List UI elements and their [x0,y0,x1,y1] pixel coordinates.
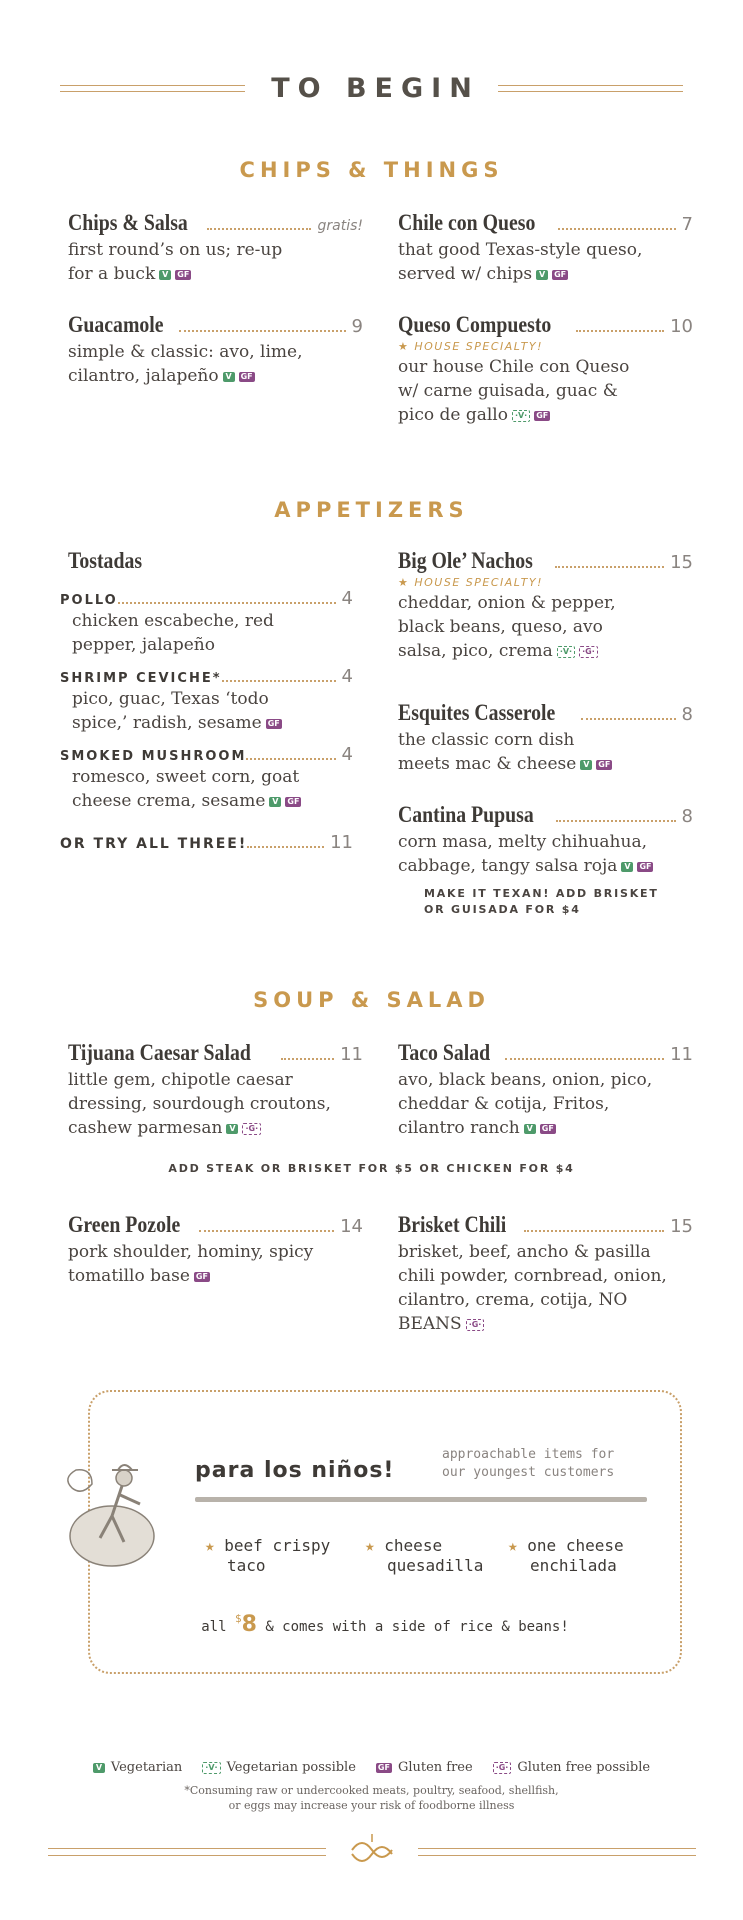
item-price: 9 [351,316,363,337]
vegetarian-possible-badge: ·V· [512,410,530,422]
gluten-free-badge: GF [639,861,652,871]
menu-item-cantina-pupusa [398,802,693,918]
menu-item-chips-salsa [68,210,363,286]
leader-dots [118,602,336,604]
brand-logo-icon [342,1830,402,1872]
leader-dots [555,566,664,568]
gluten-free-badge: GF [240,371,253,381]
leader-dots [247,846,324,848]
vegetarian-badge: V [621,862,633,872]
star-icon: ★ [205,1536,215,1555]
header-rule-left [60,85,245,92]
item-description: little gem, chipotle caesar dressing, sourdough croutons, cashew parmesan V ·G· [68,1070,331,1138]
menu-item-tijuana-caesar-salad [68,1040,363,1140]
kids-item: ★ one cheese enchilada [508,1536,624,1575]
gluten-free-badge: GF [195,1271,208,1281]
item-description: avo, black beans, onion, pico, cheddar & cotija, Fritos, cilantro ranch V GF [398,1070,653,1138]
item-description: pork shoulder, hominy, spicy tomatillo base GF [68,1242,314,1286]
menu-item-tostadas [68,548,363,574]
item-name: Chile con Queso [398,210,536,235]
menu-item-green-pozole [68,1212,363,1288]
sub-item-name: POLLO [60,593,118,608]
vegetarian-badge: V [524,1124,536,1134]
item-price: 14 [340,1216,363,1237]
leader-dots [558,228,676,230]
leader-dots [179,330,345,332]
vegetarian-badge: V [580,760,592,770]
item-price: 10 [670,316,693,337]
section-title-chips: CHIPS & THINGS [239,158,504,182]
section-title-soup-salad: SOUP & SALAD [253,988,490,1012]
item-price: 15 [670,1216,693,1237]
item-price: 4 [341,588,353,609]
leader-dots [281,1058,335,1060]
item-price: 11 [330,832,353,853]
leader-dots [222,680,336,682]
kids-price-line: all $8 & comes with a side of rice & beans! [201,1612,569,1637]
sub-item-name: SHRIMP CEVICHE* [60,671,222,686]
gluten-free-possible-badge: ·G· [579,646,598,658]
gluten-free-badge: GF [541,1123,554,1133]
vegetarian-badge: V [226,1124,238,1134]
item-price: 4 [341,744,353,765]
tostada-pollo [60,588,353,657]
menu-item-esquites-casserole [398,700,693,776]
vegetarian-badge: V [269,797,281,807]
header-rule-right [498,85,683,92]
soup-salad-addon-note: ADD STEAK OR BRISKET FOR $5 OR CHICKEN FOR $4 [168,1162,575,1175]
gluten-free-badge: GF [177,269,190,279]
item-description: romesco, sweet corn, goat cheese crema, sesame V GF [72,767,300,811]
legend-vegetarian-possible: ·V· Vegetarian possible [202,1760,356,1775]
item-description: cheddar, onion & pepper, black beans, queso, avo salsa, pico, crema ·V· ·G· [398,593,616,661]
kids-menu-tagline: approachable items for our youngest customers [442,1447,615,1480]
item-price: 11 [340,1044,363,1065]
page-header [0,68,743,108]
item-name: Tostadas [68,548,143,573]
menu-item-queso-compuesto [398,312,693,427]
gluten-free-badge: GF [267,718,280,728]
item-name: Taco Salad [398,1040,491,1065]
vegetarian-possible-badge: ·V· [557,646,575,658]
vegetarian-badge: V [536,270,548,280]
kids-title-rule [195,1497,647,1502]
item-price: 8 [681,704,693,725]
sub-item-name: SMOKED MUSHROOM [60,749,247,764]
leader-dots [524,1230,664,1232]
item-description: our house Chile con Queso w/ carne guisada, guac & pico de gallo ·V· GF [398,357,630,425]
leader-dots [199,1230,335,1232]
item-price: 11 [670,1044,693,1065]
menu-item-chile-con-queso [398,210,693,286]
item-name: Guacamole [68,312,164,337]
item-name: Esquites Casserole [398,700,556,725]
dietary-legend [0,1760,743,1775]
house-specialty-label: ★ HOUSE SPECIALTY! [398,340,544,353]
item-description: first round’s on us; re-up for a buck V GF [68,240,283,284]
legend-gluten-free-possible: ·G· Gluten free possible [493,1760,650,1775]
addon-note: MAKE IT TEXAN! ADD BRISKET OR GUISADA FOR $4 [424,887,659,916]
leader-dots [246,758,335,760]
item-description: that good Texas-style queso, served w/ chips V GF [398,240,643,284]
item-price: 8 [681,806,693,827]
item-name: Tijuana Caesar Salad [68,1040,251,1065]
kids-menu-title: para los niños! [195,1458,395,1483]
vegetarian-badge: V [159,270,171,280]
item-name: Brisket Chili [398,1212,507,1237]
item-description: brisket, beef, ancho & pasilla chili powder, cornbread, onion, cilantro, crema, cotija, NO BEANS ·G· [398,1242,667,1334]
kids-price: 8 [241,1612,257,1637]
sub-item-name: OR TRY ALL THREE! [60,836,248,852]
item-description: simple & classic: avo, lime, cilantro, jalapeño V GF [68,342,303,386]
menu-item-big-ole-nachos [398,548,693,663]
house-specialty-label: ★ HOUSE SPECIALTY! [398,576,544,589]
item-description: pico, guac, Texas ‘todo spice,’ radish, sesame GF [72,689,280,733]
menu-item-taco-salad [398,1040,693,1140]
item-name: Cantina Pupusa [398,802,534,827]
item-price: 4 [341,666,353,687]
item-price: 15 [670,552,693,573]
item-description: corn masa, melty chihuahua, cabbage, tangy salsa roja V GF [398,832,652,876]
item-name: Big Ole’ Nachos [398,548,533,573]
footer-rule-right [418,1848,696,1856]
tostada-all-three [60,832,353,853]
item-name: Queso Compuesto [398,312,552,337]
tostada-smoked-mushroom [60,744,353,813]
star-icon: ★ [508,1536,518,1555]
legend-gluten-free: GF Gluten free [377,1760,473,1775]
kids-item: ★ cheese quesadilla [365,1536,484,1575]
footer-rule-left [48,1848,326,1856]
raw-food-disclaimer: *Consuming raw or undercooked meats, poultry, seafood, shellfish, or eggs may increase your risk of foodborne illness [184,1784,559,1812]
menu-item-guacamole [68,312,363,388]
menu-item-brisket-chili [398,1212,693,1336]
gluten-free-badge: GF [287,796,300,806]
vegetarian-badge: V [223,372,235,382]
item-price: 7 [681,214,693,235]
leader-dots [556,820,676,822]
leader-dots [576,330,664,332]
item-name: Chips & Salsa [68,210,188,235]
cowboy-illustration [52,1438,172,1568]
section-title-appetizers: APPETIZERS [274,498,469,522]
tostada-shrimp-ceviche [60,666,353,735]
item-name: Green Pozole [68,1212,181,1237]
star-icon: ★ [365,1536,375,1555]
gluten-free-possible-badge: ·G· [242,1123,261,1135]
gluten-free-badge: GF [554,269,567,279]
page-title: TO BEGIN [271,72,480,104]
item-description: the classic corn dish meets mac & cheese V GF [398,730,611,774]
gluten-free-badge: GF [598,759,611,769]
gluten-free-badge: GF [536,410,549,420]
gluten-free-possible-badge: ·G· [466,1319,485,1331]
leader-dots [581,718,676,720]
kids-item: ★ beef crispy taco [205,1536,331,1575]
legend-vegetarian: V Vegetarian [93,1760,182,1775]
item-description: chicken escabeche, red pepper, jalapeño [72,611,274,655]
leader-dots [207,228,311,230]
leader-dots [505,1058,664,1060]
item-price: gratis! [317,218,363,234]
